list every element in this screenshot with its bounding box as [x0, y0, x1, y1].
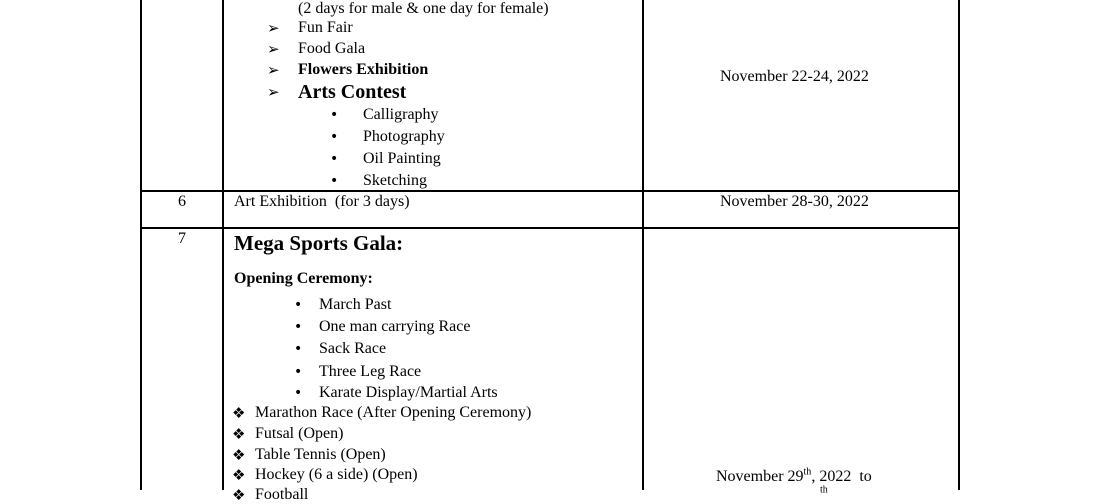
row6-event: Art Exhibition (for 3 days) — [234, 193, 410, 210]
diamond-icon: ❖ — [232, 466, 246, 484]
row7-date2-sup: th — [820, 484, 828, 496]
row7-date2 — [820, 486, 828, 504]
row7-date-sup: th — [803, 466, 812, 478]
row5-event-food-gala: Food Gala — [298, 40, 366, 57]
row7-number: 7 — [178, 230, 186, 247]
arts-item-oil-painting: Oil Painting — [363, 150, 441, 167]
sport-futsal: Futsal (Open) — [255, 425, 344, 442]
diamond-icon: ❖ — [232, 486, 246, 504]
arrow-icon: ➢ — [267, 40, 280, 58]
row7-date — [716, 468, 872, 486]
row6-date: November 28-30, 2022 — [720, 193, 869, 210]
arrow-icon: ➢ — [267, 19, 280, 37]
arts-item-sketching: Sketching — [363, 172, 427, 189]
bullet-icon: • — [294, 364, 303, 380]
ceremony-item-sack-race: Sack Race — [319, 340, 387, 357]
ceremony-item-march-past: March Past — [319, 296, 392, 313]
ceremony-item-karate-display: Karate Display/Martial Arts — [319, 384, 498, 401]
bullet-icon: • — [294, 341, 303, 357]
sport-hockey: Hockey (6 a side) (Open) — [255, 466, 418, 483]
bullet-icon: • — [330, 173, 339, 189]
sport-marathon-race: Marathon Race (After Opening Ceremony) — [255, 404, 532, 421]
column-divider-1 — [222, 0, 224, 490]
bullet-icon: • — [330, 151, 339, 167]
row5-event-fun-fair: Fun Fair — [298, 19, 353, 36]
row5-date: November 22-24, 2022 — [720, 68, 869, 85]
row7-subtitle: Opening Ceremony: — [234, 270, 373, 287]
bullet-icon: • — [330, 107, 339, 123]
bullet-icon: • — [294, 319, 303, 335]
row5-event-flowers-exhibition: Flowers Exhibition — [298, 61, 429, 78]
diamond-icon: ❖ — [232, 425, 246, 443]
diamond-icon: ❖ — [232, 446, 246, 464]
row6-number: 6 — [178, 193, 186, 210]
row7-title: Mega Sports Gala: — [234, 231, 404, 255]
row7-date-suffix: , 2022 to — [811, 468, 872, 485]
arrow-icon: ➢ — [267, 61, 280, 79]
arts-item-photography: Photography — [363, 128, 445, 145]
bullet-icon: • — [330, 129, 339, 145]
column-divider-2 — [642, 0, 644, 490]
sport-football: Football — [255, 486, 309, 503]
ceremony-item-three-leg-race: Three Leg Race — [319, 363, 422, 380]
sport-table-tennis: Table Tennis (Open) — [255, 446, 386, 463]
bullet-icon: • — [294, 297, 303, 313]
arrow-icon: ➢ — [267, 83, 280, 101]
row5-note: (2 days for male & one day for female) — [298, 0, 549, 17]
table-border-left — [140, 0, 142, 490]
row7-date-prefix: November 29 — [716, 468, 804, 485]
row-divider-5-6 — [140, 190, 959, 192]
table-border-right — [958, 0, 960, 490]
arts-item-calligraphy: Calligraphy — [363, 106, 439, 123]
diamond-icon: ❖ — [232, 404, 246, 422]
ceremony-item-one-man-carrying: One man carrying Race — [319, 318, 471, 335]
bullet-icon: • — [294, 385, 303, 401]
row5-event-arts-contest: Arts Contest — [298, 81, 407, 103]
row-divider-6-7 — [140, 227, 959, 229]
